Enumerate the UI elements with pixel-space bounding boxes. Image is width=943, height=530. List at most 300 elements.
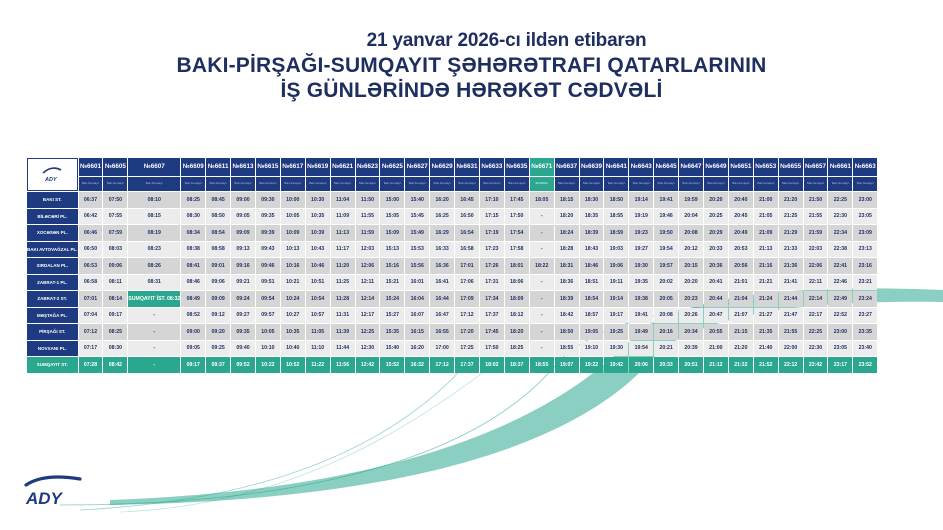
time-cell: 21:00	[754, 192, 778, 208]
time-cell: 08:23	[128, 242, 180, 258]
time-cell: 16:33	[430, 242, 454, 258]
time-cell: 19:30	[604, 341, 628, 357]
time-cell: 18:05	[530, 192, 554, 208]
time-cell: 16:04	[405, 291, 429, 307]
time-cell: 21:16	[754, 258, 778, 274]
time-cell: 17:45	[480, 324, 504, 340]
time-cell: 15:45	[405, 209, 429, 225]
time-cell: 21:09	[754, 225, 778, 241]
time-cell: 10:09	[281, 225, 305, 241]
time-cell: 07:28	[79, 357, 103, 373]
time-cell: 11:04	[331, 192, 355, 208]
time-cell: 09:43	[256, 242, 280, 258]
corner-logo	[27, 158, 78, 191]
time-cell: 21:32	[729, 357, 753, 373]
time-cell: 21:04	[729, 291, 753, 307]
time-cell: 19:38	[629, 291, 653, 307]
time-cell: 16:20	[430, 192, 454, 208]
time-cell: 11:13	[331, 225, 355, 241]
train-sub-label: Bakı-Sumqayıt	[256, 177, 280, 191]
time-cell: 08:50	[206, 209, 230, 225]
train-sub-label: Bakı-Sumqayıt	[505, 177, 529, 191]
title-line-1: BAKI-PİRŞAĞI-SUMQAYIT ŞƏHƏRƏTRAFI QATARLARININ	[176, 54, 767, 77]
time-cell: 10:52	[281, 357, 305, 373]
time-cell: -	[530, 275, 554, 291]
time-cell: 20:05	[654, 291, 678, 307]
time-cell: 20:51	[679, 357, 703, 373]
time-cell: 09:13	[231, 242, 255, 258]
time-cell: 10:21	[281, 275, 305, 291]
time-cell: 09:39	[256, 225, 280, 241]
time-cell: 23:17	[828, 357, 852, 373]
time-cell: 19:46	[654, 209, 678, 225]
time-cell: 08:42	[103, 357, 127, 373]
train-number-header: №6655	[779, 158, 803, 176]
time-cell: 22:11	[804, 275, 828, 291]
time-cell: 16:15	[405, 324, 429, 340]
station-row	[27, 308, 877, 324]
time-cell: 20:53	[729, 242, 753, 258]
time-cell: 22:46	[828, 275, 852, 291]
time-cell: 17:06	[455, 275, 479, 291]
time-cell: 15:09	[380, 225, 404, 241]
time-cell: 16:44	[430, 291, 454, 307]
time-cell: 21:52	[754, 357, 778, 373]
time-cell: 19:57	[654, 258, 678, 274]
time-cell: 15:27	[380, 308, 404, 324]
time-cell: 10:16	[281, 258, 305, 274]
time-cell: 19:30	[629, 258, 653, 274]
train-sub-label: Bakı-Sumqayıt	[380, 177, 404, 191]
time-cell: 19:14	[604, 291, 628, 307]
time-cell: 18:20	[555, 209, 579, 225]
time-cell: 09:57	[256, 308, 280, 324]
time-cell: 23:16	[853, 258, 877, 274]
time-cell: 20:49	[729, 225, 753, 241]
time-cell: 08:11	[103, 275, 127, 291]
time-cell: 23:21	[853, 275, 877, 291]
time-cell: 09:09	[231, 225, 255, 241]
time-cell: 22:42	[804, 357, 828, 373]
time-cell: 10:10	[256, 341, 280, 357]
time-cell: 21:40	[754, 341, 778, 357]
time-cell: 18:31	[555, 258, 579, 274]
time-cell: 10:54	[306, 291, 330, 307]
time-cell: 19:25	[604, 324, 628, 340]
train-number-header: №6671	[530, 158, 554, 176]
train-sub-label: Bakı-Sumqayıt	[704, 177, 728, 191]
time-cell: 21:13	[754, 242, 778, 258]
time-cell: 12:17	[356, 308, 380, 324]
time-cell: 23:05	[828, 341, 852, 357]
time-cell: 18:46	[580, 258, 604, 274]
time-cell: 20:47	[704, 308, 728, 324]
time-cell: 08:58	[206, 242, 230, 258]
ady-logo	[20, 471, 92, 516]
time-cell: 20:06	[629, 357, 653, 373]
time-cell: 19:54	[629, 341, 653, 357]
time-cell: 22:17	[804, 308, 828, 324]
time-cell: 06:37	[79, 192, 103, 208]
station-name: SUMQAYIT ST.	[27, 357, 78, 373]
time-cell: 15:24	[380, 291, 404, 307]
timetable	[26, 157, 878, 374]
time-cell: 09:27	[231, 308, 255, 324]
time-cell: 21:55	[804, 209, 828, 225]
time-cell: 22:30	[804, 341, 828, 357]
time-cell: -	[128, 357, 180, 373]
time-cell: 07:17	[79, 341, 103, 357]
station-row	[27, 192, 877, 208]
time-cell: 23:00	[828, 324, 852, 340]
train-number-header: №6611	[206, 158, 230, 176]
time-cell: 20:15	[679, 258, 703, 274]
train-sub-label: Bakı-Sumqayıt	[754, 177, 778, 191]
time-cell: 15:00	[380, 192, 404, 208]
time-cell: 10:35	[306, 209, 330, 225]
time-cell: 22:06	[804, 258, 828, 274]
station-name: PİRŞAĞI ST.	[27, 324, 78, 340]
time-cell: 19:42	[604, 357, 628, 373]
time-cell: 17:50	[505, 209, 529, 225]
time-cell: 17:01	[455, 258, 479, 274]
time-cell: 23:13	[853, 242, 877, 258]
train-number-header: №6657	[804, 158, 828, 176]
time-cell: 17:25	[455, 341, 479, 357]
train-sub-label: Bakı-Sumqayıt	[455, 177, 479, 191]
train-number-header: №6601	[79, 158, 103, 176]
time-cell: 21:20	[779, 192, 803, 208]
train-sub-label: Bakı-Sumqayıt	[804, 177, 828, 191]
time-cell: 22:25	[804, 324, 828, 340]
time-cell: 19:05	[580, 324, 604, 340]
time-cell: 08:49	[181, 291, 205, 307]
time-cell: 20:08	[679, 225, 703, 241]
train-sub-label: Bakı-Sumqayıt	[555, 177, 579, 191]
time-cell: -	[530, 341, 554, 357]
time-cell: 08:25	[103, 324, 127, 340]
time-cell: 15:21	[380, 275, 404, 291]
time-cell: 16:58	[455, 242, 479, 258]
time-cell: 15:13	[380, 242, 404, 258]
time-cell: 16:25	[430, 209, 454, 225]
time-cell: 16:41	[430, 275, 454, 291]
time-cell: 16:47	[430, 308, 454, 324]
time-cell: 21:15	[729, 324, 753, 340]
train-sub-label: Bakı-Sumqayıt	[306, 177, 330, 191]
time-cell: 21:29	[779, 225, 803, 241]
time-cell: 11:20	[331, 258, 355, 274]
train-sub-label: Bakı-Sumqayıt	[331, 177, 355, 191]
time-cell: 20:45	[729, 209, 753, 225]
time-cell: 20:44	[704, 291, 728, 307]
time-cell: 21:00	[704, 341, 728, 357]
time-cell: -	[530, 324, 554, 340]
train-sub-label: Bakı-Sumqayıt	[779, 177, 803, 191]
time-cell: 21:27	[754, 308, 778, 324]
train-sub-label: Bakı-Sumqayıt	[629, 177, 653, 191]
time-cell: 10:43	[306, 242, 330, 258]
train-sub-label: Bakı-Sumqayıt	[430, 177, 454, 191]
time-cell: 20:40	[729, 192, 753, 208]
time-cell: 10:51	[306, 275, 330, 291]
time-cell: 18:55	[530, 357, 554, 373]
time-cell: 23:27	[853, 308, 877, 324]
time-cell: 07:04	[79, 308, 103, 324]
time-cell: 18:42	[555, 308, 579, 324]
time-cell: 22:34	[828, 225, 852, 241]
time-cell: 09:05	[231, 209, 255, 225]
time-cell: 21:47	[779, 308, 803, 324]
train-number-header: №6661	[828, 158, 852, 176]
time-cell: 18:39	[555, 291, 579, 307]
time-cell: 20:29	[704, 225, 728, 241]
time-cell: 21:33	[779, 242, 803, 258]
time-cell: 10:05	[256, 324, 280, 340]
train-number-header: №6617	[281, 158, 305, 176]
time-cell: 08:46	[181, 275, 205, 291]
time-cell: 11:59	[356, 225, 380, 241]
time-cell: 18:01	[505, 258, 529, 274]
time-cell: 18:59	[604, 225, 628, 241]
time-cell: 23:24	[853, 291, 877, 307]
time-cell: 17:20	[455, 324, 479, 340]
train-number-header: №6609	[181, 158, 205, 176]
time-cell: 23:40	[853, 341, 877, 357]
time-cell: 09:12	[206, 308, 230, 324]
time-cell: 08:03	[103, 242, 127, 258]
time-cell: 17:26	[480, 258, 504, 274]
time-cell: -	[530, 242, 554, 258]
time-cell: 08:38	[181, 242, 205, 258]
time-cell: 21:20	[729, 341, 753, 357]
time-cell: 22:38	[828, 242, 852, 258]
time-cell: 11:56	[331, 357, 355, 373]
time-cell: 17:10	[480, 192, 504, 208]
train-sub-label: Bakı-Sumqayıt	[405, 177, 429, 191]
train-number-header: №6623	[356, 158, 380, 176]
time-cell: 15:40	[380, 341, 404, 357]
time-cell: 17:23	[480, 242, 504, 258]
time-cell: 16:32	[405, 357, 429, 373]
time-cell: 19:07	[555, 357, 579, 373]
train-sub-label: Bakı-Sumqayıt	[729, 177, 753, 191]
time-cell: 21:59	[804, 225, 828, 241]
train-number-header: №6637	[555, 158, 579, 176]
station-row	[27, 242, 877, 258]
time-cell: 12:25	[356, 324, 380, 340]
time-cell: 22:00	[779, 341, 803, 357]
time-cell: 15:40	[405, 192, 429, 208]
time-cell: 10:57	[306, 308, 330, 324]
time-cell: 15:53	[405, 242, 429, 258]
time-cell: 21:01	[729, 275, 753, 291]
train-sub-label: Bakı-Sumqayıt	[181, 177, 205, 191]
time-cell: 18:43	[580, 242, 604, 258]
time-cell: 18:24	[555, 225, 579, 241]
time-cell: 17:09	[455, 291, 479, 307]
train-sub-label: Bakı-Sumqayıt	[604, 177, 628, 191]
time-cell: 11:25	[331, 275, 355, 291]
train-sub-label: Bakı-Sumqayıt	[828, 177, 852, 191]
time-cell: 23:52	[853, 357, 877, 373]
time-cell: 20:41	[704, 275, 728, 291]
time-cell: 16:55	[430, 324, 454, 340]
timetable-body	[27, 192, 877, 373]
time-cell: 11:09	[331, 209, 355, 225]
time-cell: 16:54	[455, 225, 479, 241]
time-cell: 19:35	[629, 275, 653, 291]
time-cell: 18:28	[555, 242, 579, 258]
time-cell: -	[530, 225, 554, 241]
time-cell: 17:37	[480, 308, 504, 324]
time-cell: 10:27	[281, 308, 305, 324]
corner-logo-text: ADY	[45, 177, 57, 183]
effective-date: 21 yanvar 2026-cı ildən etibarən	[366, 30, 647, 51]
time-cell: 17:12	[455, 308, 479, 324]
time-cell: 19:03	[604, 242, 628, 258]
time-cell: 23:05	[853, 209, 877, 225]
train-sub-label: Bakı-Sumqayıt	[281, 177, 305, 191]
time-cell: 12:30	[356, 341, 380, 357]
time-cell: 11:55	[356, 209, 380, 225]
time-cell: 17:50	[480, 341, 504, 357]
time-cell: 16:50	[455, 209, 479, 225]
time-cell: 18:57	[580, 308, 604, 324]
time-cell: 18:02	[480, 357, 504, 373]
station-name: BAKI ST.	[27, 192, 78, 208]
train-number-header: №6619	[306, 158, 330, 176]
train-number-header: №6639	[580, 158, 604, 176]
time-cell: 17:12	[430, 357, 454, 373]
time-cell: 15:05	[380, 209, 404, 225]
logo-text: ADY	[26, 489, 62, 508]
time-cell: 18:50	[555, 324, 579, 340]
time-cell: 19:41	[654, 192, 678, 208]
time-cell: 18:51	[580, 275, 604, 291]
time-cell: 09:52	[231, 357, 255, 373]
time-cell: 09:05	[181, 341, 205, 357]
time-cell: 11:28	[331, 291, 355, 307]
time-cell: -	[530, 291, 554, 307]
station-name: ZABRAT-2 ST.	[27, 291, 78, 307]
train-sub-label: Bakı-Sumqayıt	[206, 177, 230, 191]
time-cell: 21:41	[779, 275, 803, 291]
time-cell: 19:19	[629, 209, 653, 225]
time-cell: 09:06	[206, 275, 230, 291]
time-cell: 16:07	[405, 308, 429, 324]
time-cell: 20:39	[679, 341, 703, 357]
time-cell: 22:12	[779, 357, 803, 373]
time-cell: SUMQAYIT İST. 08:32	[128, 291, 180, 307]
time-cell: -	[530, 308, 554, 324]
time-cell: -	[128, 308, 180, 324]
train-sub-label: Bakı-Sumqayıt	[654, 177, 678, 191]
station-name: BİLƏCƏRİ PL.	[27, 209, 78, 225]
time-cell: 20:34	[679, 324, 703, 340]
time-cell: 12:14	[356, 291, 380, 307]
station-row	[27, 341, 877, 357]
time-cell: 09:00	[231, 192, 255, 208]
train-sub-row	[27, 177, 877, 191]
train-number-header: №6663	[853, 158, 877, 176]
time-cell: 18:20	[505, 324, 529, 340]
time-cell: 18:55	[604, 209, 628, 225]
train-number-header: №6613	[231, 158, 255, 176]
time-cell: 10:22	[256, 357, 280, 373]
time-cell: 18:39	[580, 225, 604, 241]
time-cell: 09:35	[256, 209, 280, 225]
time-cell: -	[128, 324, 180, 340]
train-sub-label: Bakı-Sumqayıt	[79, 177, 103, 191]
time-cell: 18:35	[580, 209, 604, 225]
train-sub-label: Bakı-Sumqayıt	[580, 177, 604, 191]
time-cell: 18:12	[505, 308, 529, 324]
time-cell: 17:34	[480, 291, 504, 307]
time-cell: 09:37	[206, 357, 230, 373]
time-cell: 19:49	[629, 324, 653, 340]
time-cell: 08:45	[206, 192, 230, 208]
train-number-header: №6635	[505, 158, 529, 176]
time-cell: 08:54	[206, 225, 230, 241]
train-number-header: №6649	[704, 158, 728, 176]
time-cell: 21:25	[779, 209, 803, 225]
time-cell: 18:25	[505, 341, 529, 357]
time-cell: 15:35	[380, 324, 404, 340]
train-number-header: №6647	[679, 158, 703, 176]
title-block	[0, 30, 943, 103]
time-cell: 21:35	[754, 324, 778, 340]
time-cell: 11:10	[306, 341, 330, 357]
time-cell: 18:09	[505, 291, 529, 307]
time-cell: 15:49	[405, 225, 429, 241]
train-number-header: №6651	[729, 158, 753, 176]
train-number-header: №6629	[430, 158, 454, 176]
station-row	[27, 275, 877, 291]
time-cell: 06:58	[79, 275, 103, 291]
time-cell: 19:41	[629, 308, 653, 324]
train-sub-label: EKSPRES	[530, 177, 554, 191]
time-cell: 18:36	[555, 275, 579, 291]
time-cell: 09:24	[231, 291, 255, 307]
time-cell: 20:20	[679, 275, 703, 291]
time-cell: 08:52	[181, 308, 205, 324]
time-cell: 20:04	[679, 209, 703, 225]
time-cell: 17:37	[455, 357, 479, 373]
time-cell: 08:31	[128, 275, 180, 291]
time-cell: 20:23	[679, 291, 703, 307]
time-cell: 16:20	[405, 341, 429, 357]
time-cell: 23:09	[853, 225, 877, 241]
time-cell: 10:30	[306, 192, 330, 208]
time-cell: 09:09	[206, 291, 230, 307]
time-cell: 12:03	[356, 242, 380, 258]
time-cell: 16:36	[430, 258, 454, 274]
time-cell: 23:00	[853, 192, 877, 208]
time-cell: 17:15	[480, 209, 504, 225]
time-cell: 18:15	[555, 192, 579, 208]
station-row	[27, 324, 877, 340]
time-cell: 21:50	[804, 192, 828, 208]
time-cell: 11:17	[331, 242, 355, 258]
time-cell: 15:16	[380, 258, 404, 274]
time-cell: 19:27	[629, 242, 653, 258]
train-sub-label: Bakı-Sumqayıt	[679, 177, 703, 191]
train-sub-label: Bakı-Sumqayıt	[128, 177, 180, 191]
time-cell: 08:15	[128, 209, 180, 225]
time-cell: 19:22	[580, 357, 604, 373]
time-cell: 19:10	[580, 341, 604, 357]
